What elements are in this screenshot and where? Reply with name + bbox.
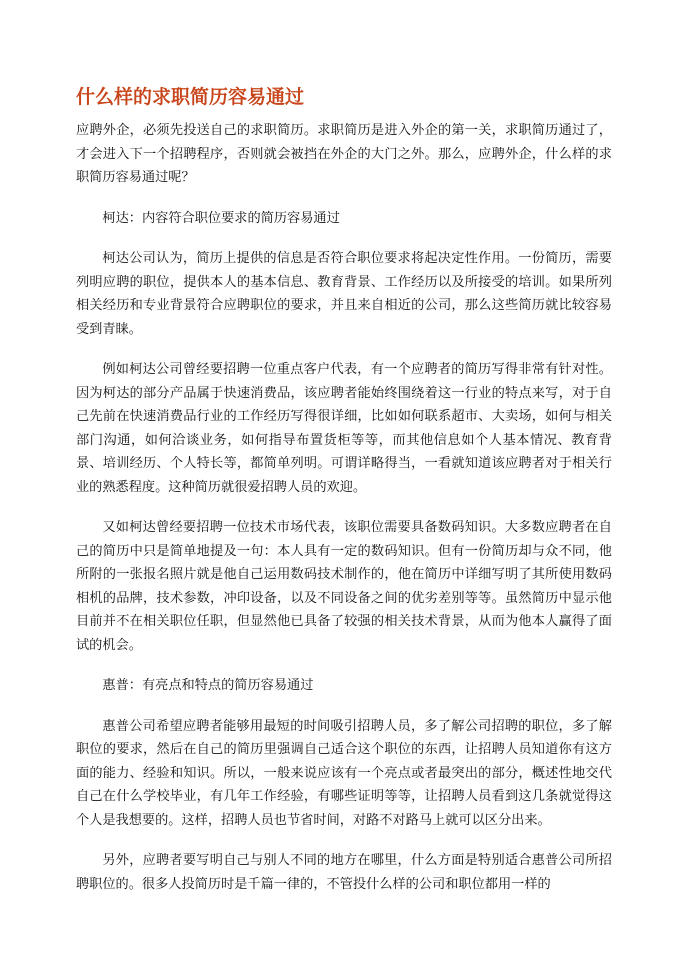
section-heading-kodak: 柯达：内容符合职位要求的简历容易通过 [102,210,340,226]
section-heading-hp: 惠普：有亮点和特点的简历容易通过 [102,678,314,693]
paragraph: 另外，应聘者要写明自己与别人不同的地方在哪里，什么方面是特别适合惠普公司所招聘职位的。很多人投简历时是千篇一律的，不管投什么样的公司和职位都用一样的 [76,853,612,892]
paragraph: 又如柯达曾经要招聘一位技术市场代表，该职位需要具备数码知识。大多数应聘者在自己的简历中只是简单地提及一句：本人具有一定的数码知识。但有一份简历却与众不同，他所附的一张报名照片就是他自己运用数码技术制作的，他在简历中详细写明了其所使用数码相机的品牌，技术参数，冲印设备，以及不同设备之间的优劣差别等等。虽然简历中显示他目前并不在相关职位任职，但显然他已具备了较强的相关技术背景，从而为他本人赢得了面试的机会。 [76,520,612,653]
intro-paragraph: 应聘外企，必须先投送自己的求职简历。求职简历是进入外企的第一关，求职简历通过了，才会进入下一个招聘程序，否则就会被挡在外企的大门之外。那么，应聘外企，什么样的求职简历容易通过呢？ [76,123,612,185]
article-title: 什么样的求职简历容易通过 [76,86,305,108]
article [76,84,612,913]
paragraph: 惠普公司希望应聘者能够用最短的时间吸引招聘人员，多了解公司招聘的职位，多了解职位的要求，然后在自己的简历里强调自己适合这个职位的东西，让招聘人员知道你有这方面的能力、经验和知识。所以，一般来说应该有一个亮点或者最突出的部分，概述性地交代自己在什么学校毕业，有几年工作经验，有哪些证明等等，让招聘人员看到这几条就觉得这个人是我想要的。这样，招聘人员也节省时间，对路不对路马上就可以区分出来。 [76,718,612,828]
paragraph: 例如柯达公司曾经要招聘一位重点客户代表，有一个应聘者的简历写得非常有针对性。因为柯达的部分产品属于快速消费品，该应聘者能始终围绕着这一行业的特点来写，对于自己先前在快速消费品行业的工作经历写得很详细，比如如何联系超市、大卖场，如何与相关部门沟通，如何洽谈业务，如何指导布置货柜等等，而其他信息如个人基本情况、教育背景、培训经历、个人特长等，都简单列明。可谓详略得当，一看就知道该应聘者对于相关行业的熟悉程度。这种简历就很爱招聘人员的欢迎。 [76,362,612,495]
paragraph: 柯达公司认为，简历上提供的信息是否符合职位要求将起决定性作用。一份简历，需要列明应聘的职位，提供本人的基本信息、教育背景、工作经历以及所接受的培训。如果所列相关经历和专业背景符合应聘职位的要求，并且来自相近的公司，那么这些简历就比较容易受到青睐。 [76,251,612,337]
